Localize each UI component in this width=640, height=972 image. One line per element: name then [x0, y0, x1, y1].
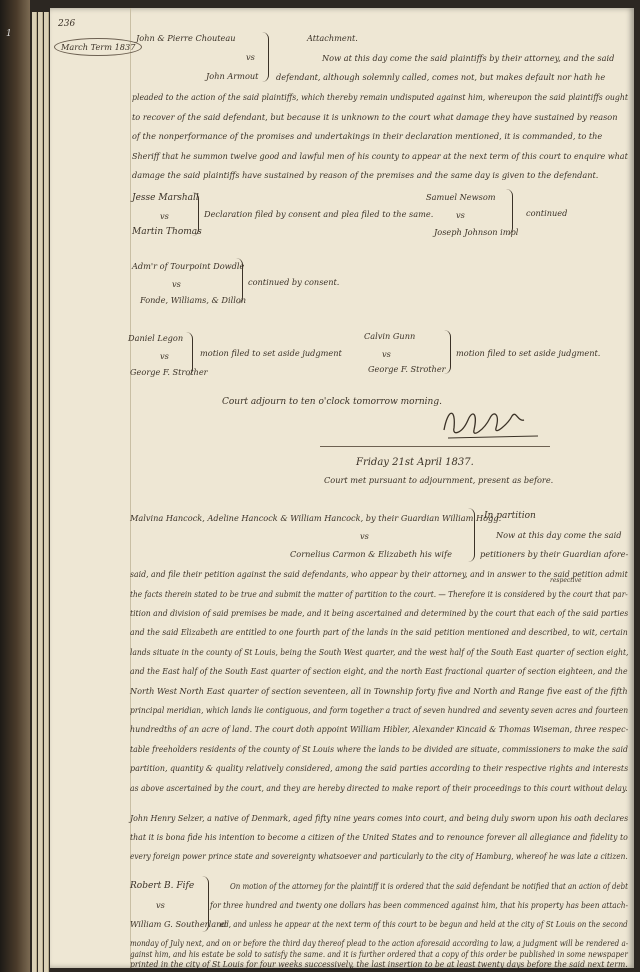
case-vs: vs [360, 531, 369, 541]
case-defendant: George F. Strother [130, 367, 208, 377]
case-plaintiff: Samuel Newsom [426, 192, 496, 202]
ledger-tick: 1 [6, 29, 12, 39]
entry-line: John Henry Selzer, a native of Denmark, aged fifty nine years comes into court, and being duly sworn upon his oath declares [130, 813, 629, 823]
entry-line: table freeholders residents of the county of St Louis where the lands to be divided are situate, commissioners to make the said [130, 744, 628, 754]
page-edge [32, 12, 37, 972]
entry-line: as above ascertained by the court, and they are hereby directed to make report of their proceedings to this court without delay. [130, 783, 628, 793]
case-vs: vs [246, 52, 255, 62]
entry-line: principal meridian, which lands lie contiguous, and form together a tract of seven hundred and seventy seven acres and fourteen [130, 705, 629, 715]
case-brace [186, 332, 193, 376]
case-defendant: William G. Southerland [130, 919, 227, 929]
entry-line: pleaded to the action of the said plaintiffs, which thereby remain undisputed against him, whereupon the said plaintiffs ought [132, 92, 628, 102]
case-brace [202, 876, 209, 932]
entry-line: North West North East quarter of section seventeen, all in Township forty five and North and Range five east of the fifth [130, 686, 628, 696]
case-defendant: Fonde, Williams, & Dillon [140, 295, 247, 305]
adjourn-line: Court adjourn to ten o'clock tomorrow morning. [222, 397, 442, 407]
sitting-date: Friday 21st April 1837. [356, 457, 474, 468]
entry-line: tition and division of said premises be made, and it being ascertained and determined by the court that each of the said parties [130, 608, 629, 618]
ledger-page [50, 8, 634, 968]
case-defendant: Martin Thomas [132, 227, 202, 237]
case-vs: vs [160, 351, 169, 361]
case-note: continued by consent. [248, 277, 340, 287]
entry-line: said, and file their petition against the said defendants, who appear by their attorney, and in answer to the said petition admit [130, 569, 628, 579]
page-number: 236 [58, 19, 76, 29]
case-action: Attachment. [307, 33, 358, 43]
case-brace [236, 258, 243, 304]
case-parties: John & Pierre Chouteau [136, 33, 236, 43]
case-vs: vs [172, 279, 181, 289]
entry-line: to recover of the said defendant, but because it is unknown to the court what damage they have sustained by reason [132, 112, 618, 122]
signature-mark [438, 400, 548, 444]
section-rule [320, 446, 550, 447]
page-edge [44, 12, 49, 972]
case-plaintiff: Daniel Legon [128, 333, 184, 343]
case-defendant: John Armout [206, 71, 259, 81]
case-defendant: George F. Strother [368, 364, 446, 374]
entry-line: defendant, although solemnly called, comes not, but makes default nor hath he [276, 72, 606, 82]
entry-line: and the said Elizabeth are entitled to one fourth part of the lands in the said petition mentioned and described, to wit, certain [130, 627, 628, 637]
case-plaintiff: Robert B. Fife [130, 881, 195, 891]
margin-line [130, 8, 131, 968]
sitting-convened: Court met pursuant to adjournment, present as before. [324, 475, 554, 485]
interlineation: respective [550, 577, 582, 584]
entry-line: Now at this day come the said [496, 530, 622, 540]
entry-line: On motion of the attorney for the plaintiff it is ordered that the said defendant be notified that an action of debt [230, 881, 628, 891]
case-action: In partition [484, 511, 536, 521]
case-vs: vs [382, 349, 391, 359]
case-note: motion filed to set aside judgment. [456, 348, 601, 358]
entry-line: ed, and unless he appear at the next term of this court to be begun and held at the city of St Louis on the second [220, 919, 628, 929]
book-binding [0, 0, 30, 972]
case-defendant: Joseph Johnson impl [434, 227, 519, 237]
entry-line: Sheriff that he summon twelve good and lawful men of his county to appear at the next term of this court to enquire what [132, 151, 628, 161]
case-brace [262, 32, 269, 82]
case-brace [192, 192, 199, 236]
case-brace [506, 189, 513, 235]
case-plaintiff: Jesse Marshall [132, 193, 199, 203]
entry-line: gainst him, and his estate be sold to satisfy the same. and it is further ordered that a copy of this order be published in some newspaper [130, 949, 628, 959]
entry-line: petitioners by their Guardian afore- [480, 549, 629, 559]
case-note: continued [526, 208, 568, 218]
case-vs: vs [160, 211, 169, 221]
case-note: motion filed to set aside judgment [200, 348, 342, 358]
entry-line: partition, quantity & quality relatively considered, among the said parties according to their respective rights and interests [130, 763, 629, 773]
entry-line: monday of July next, and on or before the third day thereof plead to the action aforesaid according to law, a judgment will be rendered a- [130, 938, 629, 948]
entry-line: damage the said plaintiffs have sustained by reason of the premises and the same day is given to the defendant. [132, 170, 599, 180]
case-plaintiff: Adm'r of Tourpoint Dowdle [132, 261, 245, 271]
entry-line: printed in the city of St Louis for four weeks successively, the last insertion to be at least twenty days before the said next term. [130, 959, 628, 969]
entry-line: of the nonperformance of the promises and undertakings in their declaration mentioned, it is commanded, to the [132, 131, 603, 141]
case-note: Declaration filed by consent and plea filed to the same. [204, 209, 434, 219]
term-heading: March Term 1837 [54, 38, 142, 56]
entry-line: the facts therein stated to be true and submit the matter of partition to the court. — Therefore it is considered by the court that par- [130, 589, 628, 599]
entry-line: every foreign power prince state and sovereignty whatsoever and particularly to the city of Hamburg, whereof he was late a citizen. [130, 851, 628, 861]
page-edge [38, 12, 43, 972]
entry-line: and the East half of the South East quarter of section eight, and the north East fractional quarter of section eighteen, and the [130, 666, 628, 676]
case-vs: vs [156, 900, 165, 910]
case-brace [444, 330, 451, 374]
entry-line: lands situate in the county of St Louis, being the South West quarter, and the west half of the South East quarter of section eight, [130, 647, 629, 657]
entry-line: that it is bona fide his intention to become a citizen of the United States and to renounce forever all allegiance and fidelity to [130, 832, 628, 842]
case-brace [468, 508, 475, 562]
entry-line: hundredths of an acre of land. The court doth appoint William Hibler, Alexander Kincaid & Thomas Wiseman, three respec- [130, 724, 629, 734]
entry-line: Now at this day come the said plaintiffs by their attorney, and the said [322, 53, 615, 63]
case-defendants: Cornelius Carmon & Elizabeth his wife [290, 549, 452, 559]
case-plaintiffs: Malvina Hancock, Adeline Hancock & William Hancock, by their Guardian William Hogg. [130, 513, 502, 523]
case-vs: vs [456, 210, 465, 220]
case-plaintiff: Calvin Gunn [364, 331, 416, 341]
entry-line: for three hundred and twenty one dollars has been commenced against him, that his property has been attach- [210, 900, 629, 910]
